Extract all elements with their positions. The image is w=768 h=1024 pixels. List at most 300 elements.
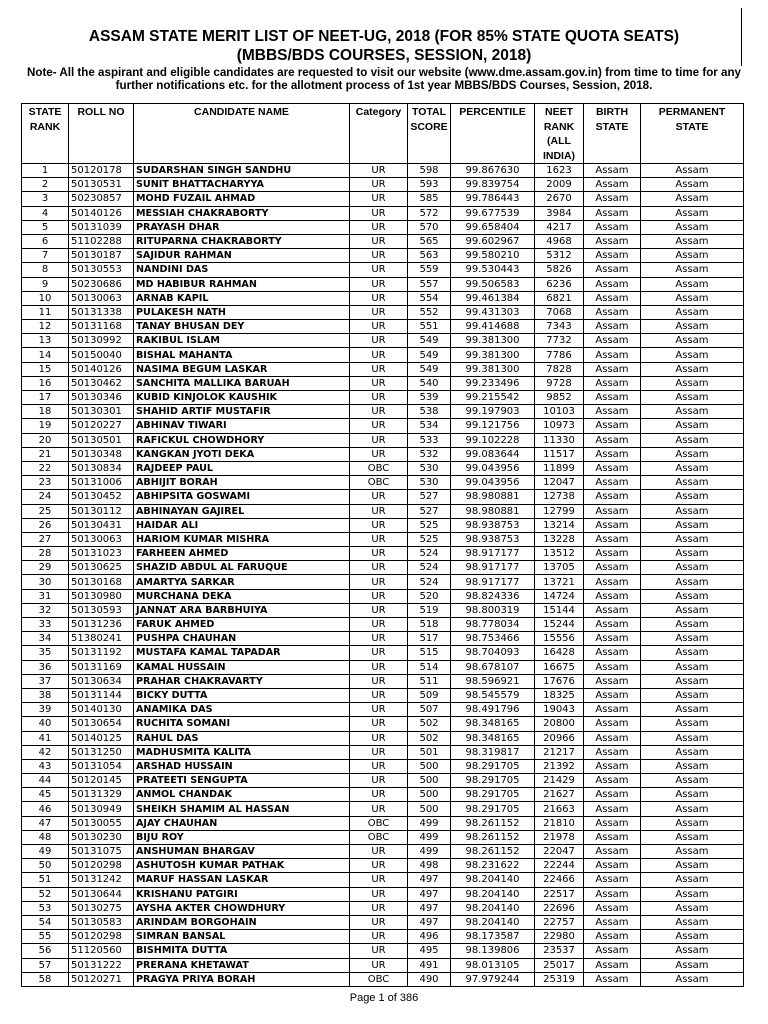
cell-candidate-name: PUSHPA CHAUHAN bbox=[134, 632, 350, 646]
cell-permanent-state: Assam bbox=[641, 419, 744, 433]
cell-permanent-state: Assam bbox=[641, 788, 744, 802]
cell-roll-no: 50130980 bbox=[69, 589, 134, 603]
table-row bbox=[22, 930, 744, 944]
cell-permanent-state: Assam bbox=[641, 504, 744, 518]
col-permanent-state: PERMANENT STATE bbox=[641, 104, 744, 164]
cell-percentile: 99.677539 bbox=[451, 206, 535, 220]
cell-state-rank: 26 bbox=[22, 518, 69, 532]
cell-roll-no: 51120560 bbox=[69, 944, 134, 958]
table-row bbox=[22, 547, 744, 561]
cell-percentile: 98.291705 bbox=[451, 774, 535, 788]
cell-birth-state: Assam bbox=[584, 589, 641, 603]
cell-category: UR bbox=[350, 433, 408, 447]
cell-category: UR bbox=[350, 873, 408, 887]
cell-percentile: 98.596921 bbox=[451, 674, 535, 688]
cell-permanent-state: Assam bbox=[641, 830, 744, 844]
cell-permanent-state: Assam bbox=[641, 745, 744, 759]
cell-roll-no: 50130452 bbox=[69, 490, 134, 504]
table-row bbox=[22, 291, 744, 305]
cell-total-score: 500 bbox=[408, 802, 451, 816]
table-row bbox=[22, 362, 744, 376]
cell-neet-rank: 16428 bbox=[535, 646, 584, 660]
cell-state-rank: 36 bbox=[22, 660, 69, 674]
cell-birth-state: Assam bbox=[584, 220, 641, 234]
cell-permanent-state: Assam bbox=[641, 220, 744, 234]
col-percentile: PERCENTILE bbox=[451, 104, 535, 164]
cell-candidate-name: RAHUL DAS bbox=[134, 731, 350, 745]
table-row bbox=[22, 575, 744, 589]
cell-permanent-state: Assam bbox=[641, 958, 744, 972]
cell-candidate-name: MUSTAFA KAMAL TAPADAR bbox=[134, 646, 350, 660]
cell-roll-no: 50130462 bbox=[69, 376, 134, 390]
cell-roll-no: 50131329 bbox=[69, 788, 134, 802]
table-row bbox=[22, 249, 744, 263]
cell-category: UR bbox=[350, 348, 408, 362]
cell-state-rank: 23 bbox=[22, 476, 69, 490]
cell-candidate-name: PRAHAR CHAKRAVARTY bbox=[134, 674, 350, 688]
cell-state-rank: 6 bbox=[22, 234, 69, 248]
cell-percentile: 99.839754 bbox=[451, 178, 535, 192]
cell-state-rank: 30 bbox=[22, 575, 69, 589]
cell-candidate-name: ABHINAYAN GAJIREL bbox=[134, 504, 350, 518]
cell-percentile: 98.261152 bbox=[451, 830, 535, 844]
cell-percentile: 98.204140 bbox=[451, 901, 535, 915]
cell-category: UR bbox=[350, 504, 408, 518]
cell-neet-rank: 12738 bbox=[535, 490, 584, 504]
cell-total-score: 598 bbox=[408, 164, 451, 178]
cell-category: UR bbox=[350, 745, 408, 759]
cell-permanent-state: Assam bbox=[641, 405, 744, 419]
cell-category: UR bbox=[350, 802, 408, 816]
cell-roll-no: 50120298 bbox=[69, 930, 134, 944]
table-row bbox=[22, 816, 744, 830]
cell-total-score: 520 bbox=[408, 589, 451, 603]
table-row bbox=[22, 461, 744, 475]
table-row bbox=[22, 277, 744, 291]
cell-percentile: 98.204140 bbox=[451, 915, 535, 929]
cell-total-score: 530 bbox=[408, 461, 451, 475]
cell-category: UR bbox=[350, 901, 408, 915]
cell-total-score: 570 bbox=[408, 220, 451, 234]
cell-roll-no: 50131075 bbox=[69, 845, 134, 859]
cell-state-rank: 54 bbox=[22, 915, 69, 929]
cell-birth-state: Assam bbox=[584, 646, 641, 660]
cell-total-score: 539 bbox=[408, 391, 451, 405]
cell-roll-no: 50131039 bbox=[69, 220, 134, 234]
cell-candidate-name: SHAHID ARTIF MUSTAFIR bbox=[134, 405, 350, 419]
cell-state-rank: 27 bbox=[22, 532, 69, 546]
cell-percentile: 98.291705 bbox=[451, 788, 535, 802]
cell-percentile: 98.778034 bbox=[451, 618, 535, 632]
cell-category: UR bbox=[350, 930, 408, 944]
cell-state-rank: 35 bbox=[22, 646, 69, 660]
cell-total-score: 498 bbox=[408, 859, 451, 873]
cell-roll-no: 50131054 bbox=[69, 759, 134, 773]
table-row bbox=[22, 717, 744, 731]
notice-text: Note- All the aspirant and eligible candidates are requested to visit our website (www.dme.assam.gov.in) from time to time for any further notifications etc. for the allotment process of 1st year MBBS/BDS Courses, Session, 2018. bbox=[26, 66, 742, 92]
cell-roll-no: 50131250 bbox=[69, 745, 134, 759]
cell-total-score: 490 bbox=[408, 972, 451, 986]
cell-birth-state: Assam bbox=[584, 901, 641, 915]
cell-permanent-state: Assam bbox=[641, 291, 744, 305]
cell-percentile: 98.261152 bbox=[451, 816, 535, 830]
cell-permanent-state: Assam bbox=[641, 688, 744, 702]
cell-permanent-state: Assam bbox=[641, 192, 744, 206]
cell-category: UR bbox=[350, 277, 408, 291]
cell-state-rank: 41 bbox=[22, 731, 69, 745]
cell-total-score: 497 bbox=[408, 873, 451, 887]
cell-percentile: 98.704093 bbox=[451, 646, 535, 660]
cell-neet-rank: 13721 bbox=[535, 575, 584, 589]
cell-permanent-state: Assam bbox=[641, 178, 744, 192]
cell-permanent-state: Assam bbox=[641, 575, 744, 589]
cell-percentile: 98.980881 bbox=[451, 504, 535, 518]
cell-state-rank: 10 bbox=[22, 291, 69, 305]
cell-roll-no: 50130063 bbox=[69, 291, 134, 305]
cell-permanent-state: Assam bbox=[641, 873, 744, 887]
cell-candidate-name: NASIMA BEGUM LASKAR bbox=[134, 362, 350, 376]
cell-roll-no: 50150040 bbox=[69, 348, 134, 362]
cell-total-score: 502 bbox=[408, 717, 451, 731]
cell-neet-rank: 10973 bbox=[535, 419, 584, 433]
cell-permanent-state: Assam bbox=[641, 447, 744, 461]
cell-total-score: 497 bbox=[408, 887, 451, 901]
cell-total-score: 500 bbox=[408, 759, 451, 773]
cell-state-rank: 45 bbox=[22, 788, 69, 802]
cell-neet-rank: 7828 bbox=[535, 362, 584, 376]
cell-total-score: 572 bbox=[408, 206, 451, 220]
cell-neet-rank: 22980 bbox=[535, 930, 584, 944]
cell-neet-rank: 15144 bbox=[535, 603, 584, 617]
cell-birth-state: Assam bbox=[584, 348, 641, 362]
cell-category: UR bbox=[350, 915, 408, 929]
cell-total-score: 593 bbox=[408, 178, 451, 192]
cell-candidate-name: ARSHAD HUSSAIN bbox=[134, 759, 350, 773]
cell-neet-rank: 2670 bbox=[535, 192, 584, 206]
table-row bbox=[22, 405, 744, 419]
table-row bbox=[22, 376, 744, 390]
cell-candidate-name: PRERANA KHETAWAT bbox=[134, 958, 350, 972]
cell-permanent-state: Assam bbox=[641, 802, 744, 816]
cell-category: OBC bbox=[350, 476, 408, 490]
cell-roll-no: 50131236 bbox=[69, 618, 134, 632]
cell-birth-state: Assam bbox=[584, 192, 641, 206]
cell-state-rank: 12 bbox=[22, 320, 69, 334]
cell-roll-no: 50130431 bbox=[69, 518, 134, 532]
cell-candidate-name: FARUK AHMED bbox=[134, 618, 350, 632]
cell-category: UR bbox=[350, 334, 408, 348]
cell-percentile: 98.291705 bbox=[451, 759, 535, 773]
cell-permanent-state: Assam bbox=[641, 249, 744, 263]
cell-birth-state: Assam bbox=[584, 447, 641, 461]
cell-permanent-state: Assam bbox=[641, 717, 744, 731]
cell-candidate-name: MD HABIBUR RAHMAN bbox=[134, 277, 350, 291]
cell-candidate-name: MARUF HASSAN LASKAR bbox=[134, 873, 350, 887]
cell-permanent-state: Assam bbox=[641, 433, 744, 447]
table-row bbox=[22, 802, 744, 816]
cell-state-rank: 58 bbox=[22, 972, 69, 986]
table-row bbox=[22, 873, 744, 887]
cell-total-score: 565 bbox=[408, 234, 451, 248]
cell-candidate-name: PRAGYA PRIYA BORAH bbox=[134, 972, 350, 986]
table-row bbox=[22, 589, 744, 603]
cell-birth-state: Assam bbox=[584, 320, 641, 334]
cell-state-rank: 2 bbox=[22, 178, 69, 192]
cell-total-score: 525 bbox=[408, 532, 451, 546]
cell-category: UR bbox=[350, 291, 408, 305]
cell-state-rank: 21 bbox=[22, 447, 69, 461]
table-row bbox=[22, 447, 744, 461]
cell-permanent-state: Assam bbox=[641, 646, 744, 660]
table-row bbox=[22, 192, 744, 206]
cell-state-rank: 53 bbox=[22, 901, 69, 915]
cell-neet-rank: 11899 bbox=[535, 461, 584, 475]
cell-neet-rank: 21429 bbox=[535, 774, 584, 788]
table-row bbox=[22, 788, 744, 802]
table-row bbox=[22, 731, 744, 745]
cell-state-rank: 7 bbox=[22, 249, 69, 263]
cell-birth-state: Assam bbox=[584, 234, 641, 248]
cell-neet-rank: 7343 bbox=[535, 320, 584, 334]
cell-neet-rank: 7068 bbox=[535, 305, 584, 319]
table-row bbox=[22, 745, 744, 759]
cell-total-score: 530 bbox=[408, 476, 451, 490]
cell-candidate-name: PRAYASH DHAR bbox=[134, 220, 350, 234]
cell-neet-rank: 18325 bbox=[535, 688, 584, 702]
cell-state-rank: 13 bbox=[22, 334, 69, 348]
cell-candidate-name: KRISHANU PATGIRI bbox=[134, 887, 350, 901]
cell-category: UR bbox=[350, 305, 408, 319]
cell-percentile: 99.043956 bbox=[451, 461, 535, 475]
cell-candidate-name: RITUPARNA CHAKRABORTY bbox=[134, 234, 350, 248]
cell-roll-no: 51102288 bbox=[69, 234, 134, 248]
cell-neet-rank: 7732 bbox=[535, 334, 584, 348]
cell-candidate-name: BIJU ROY bbox=[134, 830, 350, 844]
document-subtitle: (MBBS/BDS COURSES, SESSION, 2018) bbox=[236, 47, 532, 64]
cell-category: UR bbox=[350, 490, 408, 504]
cell-roll-no: 50130625 bbox=[69, 561, 134, 575]
cell-candidate-name: RAKIBUL ISLAM bbox=[134, 334, 350, 348]
cell-candidate-name: AMARTYA SARKAR bbox=[134, 575, 350, 589]
cell-candidate-name: SANCHITA MALLIKA BARUAH bbox=[134, 376, 350, 390]
cell-permanent-state: Assam bbox=[641, 703, 744, 717]
cell-neet-rank: 5312 bbox=[535, 249, 584, 263]
cell-roll-no: 50131168 bbox=[69, 320, 134, 334]
cell-neet-rank: 21627 bbox=[535, 788, 584, 802]
cell-birth-state: Assam bbox=[584, 362, 641, 376]
cell-permanent-state: Assam bbox=[641, 547, 744, 561]
col-state-rank: STATE RANK bbox=[22, 104, 69, 164]
cell-category: UR bbox=[350, 674, 408, 688]
cell-candidate-name: ABHIPSITA GOSWAMI bbox=[134, 490, 350, 504]
cell-neet-rank: 2009 bbox=[535, 178, 584, 192]
cell-neet-rank: 9728 bbox=[535, 376, 584, 390]
cell-state-rank: 20 bbox=[22, 433, 69, 447]
table-row bbox=[22, 391, 744, 405]
cell-birth-state: Assam bbox=[584, 674, 641, 688]
cell-percentile: 99.381300 bbox=[451, 348, 535, 362]
cell-roll-no: 50130275 bbox=[69, 901, 134, 915]
cell-roll-no: 50140126 bbox=[69, 206, 134, 220]
cell-percentile: 99.506583 bbox=[451, 277, 535, 291]
cell-candidate-name: JANNAT ARA BARBHUIYA bbox=[134, 603, 350, 617]
cell-category: UR bbox=[350, 518, 408, 532]
cell-neet-rank: 20800 bbox=[535, 717, 584, 731]
cell-roll-no: 50130634 bbox=[69, 674, 134, 688]
cell-roll-no: 50230857 bbox=[69, 192, 134, 206]
cell-total-score: 499 bbox=[408, 845, 451, 859]
cell-total-score: 497 bbox=[408, 915, 451, 929]
cell-roll-no: 50130187 bbox=[69, 249, 134, 263]
cell-percentile: 99.043956 bbox=[451, 476, 535, 490]
cell-birth-state: Assam bbox=[584, 759, 641, 773]
cell-permanent-state: Assam bbox=[641, 476, 744, 490]
cell-total-score: 524 bbox=[408, 547, 451, 561]
cell-state-rank: 11 bbox=[22, 305, 69, 319]
cell-percentile: 98.013105 bbox=[451, 958, 535, 972]
cell-total-score: 509 bbox=[408, 688, 451, 702]
table-row bbox=[22, 944, 744, 958]
cell-birth-state: Assam bbox=[584, 476, 641, 490]
cell-roll-no: 50130531 bbox=[69, 178, 134, 192]
cell-birth-state: Assam bbox=[584, 277, 641, 291]
table-row bbox=[22, 504, 744, 518]
cell-candidate-name: SAJIDUR RAHMAN bbox=[134, 249, 350, 263]
cell-permanent-state: Assam bbox=[641, 277, 744, 291]
cell-state-rank: 29 bbox=[22, 561, 69, 575]
cell-percentile: 98.231622 bbox=[451, 859, 535, 873]
cell-permanent-state: Assam bbox=[641, 731, 744, 745]
cell-percentile: 99.381300 bbox=[451, 334, 535, 348]
cell-neet-rank: 4968 bbox=[535, 234, 584, 248]
cell-total-score: 551 bbox=[408, 320, 451, 334]
cell-birth-state: Assam bbox=[584, 788, 641, 802]
cell-roll-no: 50130063 bbox=[69, 532, 134, 546]
cell-candidate-name: MESSIAH CHAKRABORTY bbox=[134, 206, 350, 220]
cell-candidate-name: RAFICKUL CHOWDHORY bbox=[134, 433, 350, 447]
cell-neet-rank: 21810 bbox=[535, 816, 584, 830]
cell-state-rank: 56 bbox=[22, 944, 69, 958]
cell-candidate-name: MADHUSMITA KALITA bbox=[134, 745, 350, 759]
cell-permanent-state: Assam bbox=[641, 618, 744, 632]
cell-permanent-state: Assam bbox=[641, 376, 744, 390]
cell-category: UR bbox=[350, 263, 408, 277]
cell-neet-rank: 15556 bbox=[535, 632, 584, 646]
cell-birth-state: Assam bbox=[584, 703, 641, 717]
cell-permanent-state: Assam bbox=[641, 674, 744, 688]
cell-percentile: 98.678107 bbox=[451, 660, 535, 674]
cell-total-score: 585 bbox=[408, 192, 451, 206]
cell-neet-rank: 22466 bbox=[535, 873, 584, 887]
cell-birth-state: Assam bbox=[584, 816, 641, 830]
table-row bbox=[22, 490, 744, 504]
cell-state-rank: 31 bbox=[22, 589, 69, 603]
cell-roll-no: 50140130 bbox=[69, 703, 134, 717]
cell-category: UR bbox=[350, 603, 408, 617]
cell-state-rank: 16 bbox=[22, 376, 69, 390]
cell-category: UR bbox=[350, 547, 408, 561]
cell-state-rank: 49 bbox=[22, 845, 69, 859]
cell-percentile: 98.291705 bbox=[451, 802, 535, 816]
cell-total-score: 533 bbox=[408, 433, 451, 447]
cell-percentile: 98.824336 bbox=[451, 589, 535, 603]
cell-candidate-name: ARINDAM BORGOHAIN bbox=[134, 915, 350, 929]
cell-category: UR bbox=[350, 532, 408, 546]
cell-total-score: 554 bbox=[408, 291, 451, 305]
cell-candidate-name: ABHIJIT BORAH bbox=[134, 476, 350, 490]
cell-state-rank: 39 bbox=[22, 703, 69, 717]
cell-permanent-state: Assam bbox=[641, 334, 744, 348]
cell-total-score: 500 bbox=[408, 774, 451, 788]
cell-permanent-state: Assam bbox=[641, 206, 744, 220]
cell-neet-rank: 5826 bbox=[535, 263, 584, 277]
cell-roll-no: 50130583 bbox=[69, 915, 134, 929]
cell-percentile: 99.083644 bbox=[451, 447, 535, 461]
cell-roll-no: 50130654 bbox=[69, 717, 134, 731]
cell-category: UR bbox=[350, 447, 408, 461]
cell-birth-state: Assam bbox=[584, 305, 641, 319]
cell-category: UR bbox=[350, 660, 408, 674]
cell-permanent-state: Assam bbox=[641, 915, 744, 929]
cell-percentile: 99.461384 bbox=[451, 291, 535, 305]
cell-state-rank: 40 bbox=[22, 717, 69, 731]
cell-birth-state: Assam bbox=[584, 575, 641, 589]
cell-roll-no: 50130230 bbox=[69, 830, 134, 844]
cell-neet-rank: 22696 bbox=[535, 901, 584, 915]
cell-percentile: 98.938753 bbox=[451, 518, 535, 532]
cell-roll-no: 51380241 bbox=[69, 632, 134, 646]
cell-permanent-state: Assam bbox=[641, 603, 744, 617]
cell-birth-state: Assam bbox=[584, 915, 641, 929]
table-row bbox=[22, 206, 744, 220]
cell-category: UR bbox=[350, 164, 408, 178]
cell-category: UR bbox=[350, 206, 408, 220]
table-body bbox=[22, 164, 744, 987]
cell-total-score: 524 bbox=[408, 575, 451, 589]
cell-neet-rank: 21663 bbox=[535, 802, 584, 816]
cell-candidate-name: BISHAL MAHANTA bbox=[134, 348, 350, 362]
cell-birth-state: Assam bbox=[584, 504, 641, 518]
table-row bbox=[22, 660, 744, 674]
cell-percentile: 98.753466 bbox=[451, 632, 535, 646]
cell-permanent-state: Assam bbox=[641, 589, 744, 603]
cell-birth-state: Assam bbox=[584, 618, 641, 632]
table-row bbox=[22, 476, 744, 490]
cell-roll-no: 50130348 bbox=[69, 447, 134, 461]
cell-state-rank: 32 bbox=[22, 603, 69, 617]
cell-roll-no: 50131006 bbox=[69, 476, 134, 490]
cell-permanent-state: Assam bbox=[641, 320, 744, 334]
table-row bbox=[22, 703, 744, 717]
cell-total-score: 499 bbox=[408, 816, 451, 830]
cell-percentile: 99.121756 bbox=[451, 419, 535, 433]
cell-candidate-name: PRATEETI SENGUPTA bbox=[134, 774, 350, 788]
cell-category: UR bbox=[350, 788, 408, 802]
cell-candidate-name: ABHINAV TIWARI bbox=[134, 419, 350, 433]
cell-neet-rank: 11517 bbox=[535, 447, 584, 461]
cell-candidate-name: BISHMITA DUTTA bbox=[134, 944, 350, 958]
cell-roll-no: 50130055 bbox=[69, 816, 134, 830]
cell-permanent-state: Assam bbox=[641, 816, 744, 830]
table-row bbox=[22, 688, 744, 702]
cell-candidate-name: KANGKAN JYOTI DEKA bbox=[134, 447, 350, 461]
cell-neet-rank: 22047 bbox=[535, 845, 584, 859]
cell-category: UR bbox=[350, 249, 408, 263]
cell-percentile: 99.602967 bbox=[451, 234, 535, 248]
cell-birth-state: Assam bbox=[584, 461, 641, 475]
table-row bbox=[22, 518, 744, 532]
cell-permanent-state: Assam bbox=[641, 362, 744, 376]
